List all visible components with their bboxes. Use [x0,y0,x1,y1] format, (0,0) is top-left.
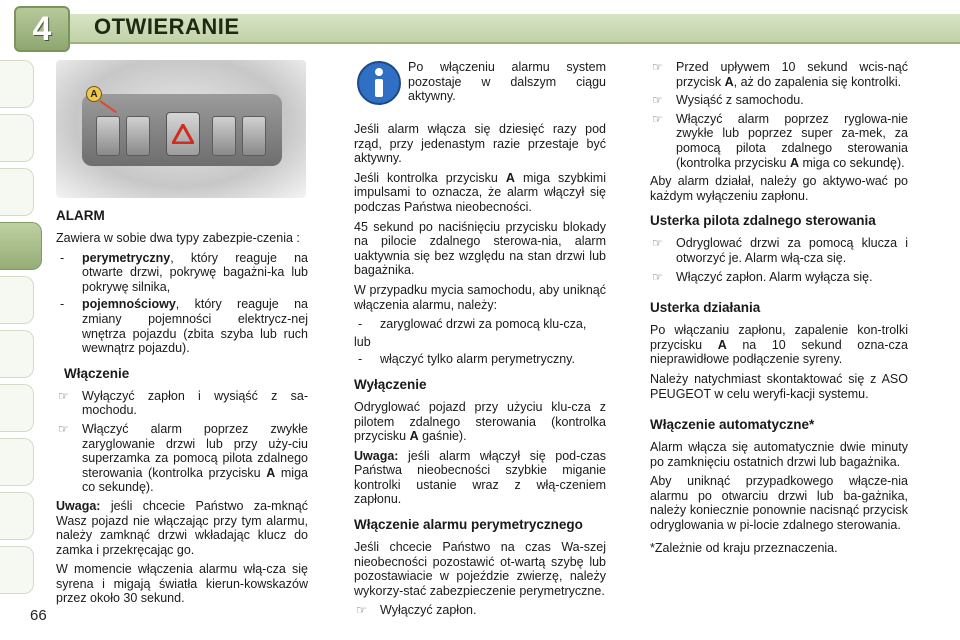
list-item: - zaryglować drzwi za pomocą klu-cza, [358,317,587,332]
list-item: ☞ Wyłączyć zapłon i wysiąść z sa-mochodu. [58,388,308,418]
alarm-type-item: - perymetryczny, który reaguje na otwarte drzwi, pokrywę bagażni-ka lub pokrywę silnika, [60,250,308,294]
info-icon [356,60,402,106]
page-number: 66 [30,607,47,624]
paragraph: Alarm włącza się automatycznie dwie minuty po zamknięciu ostatnich drzwi lub bagażnika. [650,440,908,469]
list-item: ☞ Odryglować drzwi za pomocą klucza i otworzyć je. Alarm włą-cza się. [652,236,908,265]
side-tab [0,276,34,324]
paragraph: Należy natychmiast skontaktować się z ASO PEUGEOT w celu weryfi-kacji systemu. [650,371,908,401]
list-item: ☞ Włączyć zapłon. Alarm wyłącza się. [652,269,873,284]
alarm-type-item: - pojemnościowy, który reaguje na zmiany pojemności elektrycz-nej wnętrza pojazdu (zbita szyba lub ruch wewnątrz pojazdu). [60,297,308,356]
chapter-tab [14,6,70,52]
paragraph: Jeśli kontrolka przycisku A miga szybkimi impulsami to oznacza, że alarm włączył się podczas Państwa nieobecności. [354,170,606,214]
side-tab [0,330,34,378]
column-1 [56,60,308,611]
callout-a-marker: A [86,86,102,102]
remote-fault-heading: Usterka pilota zdalnego sterowania [650,213,876,229]
pointing-hand-icon: ☞ [652,269,663,284]
pointing-hand-icon: ☞ [652,60,663,74]
pointing-hand-icon: ☞ [652,93,663,108]
list-item: ☞ Przed upływem 10 sekund wcis-nąć przycisk A, aż do zapalenia się kontrolki. [652,60,908,89]
list-item: ☞ Włączyć alarm poprzez ryglowa-nie zwykłe lub poprzez super za-mek, za pomocą pilota zdalnego sterowania (kontrolka przycisku A miga co sekundę). [652,111,908,170]
uwaga-note: Uwaga: jeśli alarm włączył się pod-czas Państwa nieobecności szybkie miganie kontrolki ustanie wraz z włą-czeniem zapłonu. [354,448,606,507]
console-button [242,116,266,156]
side-tab [0,438,34,486]
paragraph: W przypadku mycia samochodu, aby uniknąć włączenia alarmu, należy: [354,282,606,312]
paragraph: 45 sekund po naciśnięciu przycisku blokady na pilocie zdalnego sterowa-nia, alarm uaktywnia się bez względu na stan drzwi lub bagażnika. [354,219,606,278]
malfunction-heading: Usterka działania [650,300,761,316]
chapter-number: 4 [32,9,52,48]
side-tab [0,114,34,162]
wlaczenie-heading: Włączenie [64,365,130,381]
side-tab [0,60,34,108]
list-item: ☞ Wysiąść z samochodu. [652,93,804,108]
dashboard-console [82,94,282,166]
paragraph: Po włączaniu zapłonu, zapalenie kon-trolki przycisku A na 10 sekund ozna-cza nieprawidłowe podłączenie syreny. [650,323,908,367]
wylaczenie-heading: Wyłączenie [354,376,427,392]
column-3 [650,60,908,560]
paragraph: Jeśli alarm włącza się dziesięć razy pod rząd, przy jedenastym razie przestaje być aktywny. [354,122,606,166]
alarm-type-term: perymetryczny [82,250,171,265]
list-item: - włączyć tylko alarm perymetryczny. [358,352,575,367]
side-tab-active [0,222,42,270]
perimeter-heading: Włączenie alarmu perymetrycznego [354,517,583,533]
page-header [0,0,960,52]
pointing-hand-icon: ☞ [652,111,663,126]
lub-label: lub [354,334,371,349]
side-tab [0,546,34,594]
info-text: Po włączeniu alarmu system pozostaje w dalszym ciągu aktywny. [408,60,606,104]
footnote: *Zależnie od kraju przeznaczenia. [650,540,838,555]
pointing-hand-icon: ☞ [58,421,69,436]
paragraph: Aby uniknąć przypadkowego włącze-nia alarmu po otwarciu drzwi lub ba-gażnika, należy koniecznie ponownie nacisnąć przycisk odryglowania w pi-locie zdalnego sterowania. [650,474,908,533]
pointing-hand-icon: ☞ [58,388,69,403]
alarm-intro: Zawiera w sobie dwa typy zabezpie-czenia : [56,231,300,245]
alarm-button-photo [56,60,306,198]
alarm-heading: ALARM [56,208,105,223]
info-box [354,60,606,114]
column-2 [354,60,606,622]
auto-heading: Włączenie automatyczne* [650,417,815,433]
side-tab-strip [0,60,46,600]
side-tab [0,384,34,432]
paragraph: Aby alarm działał, należy go aktywo-wać po każdym wyłączeniu zapłonu. [650,174,908,203]
uwaga-note: Uwaga: jeśli chcecie Państwo za-mknąć Wasz pojazd nie włączając przy tym alarmu, należy zamknąć drzwi wkładając klucz do zamka i przekręcając go. [56,498,308,557]
console-button [96,116,120,156]
alarm-type-term: pojemnościowy [82,297,176,312]
console-button [126,116,150,156]
paragraph: Jeśli chcecie Państwo na czas Wa-szej nieobecności pozostawić ot-wartą szybę lub pozostawiacie w pojeździe zwierzę, należy wykorzy-stać zabezpieczenie perymetryczne. [354,540,606,598]
chapter-title: OTWIERANIE [94,14,240,39]
side-tab [0,168,34,216]
hazard-triangle-icon [172,124,194,144]
siren-note: W momencie włączenia alarmu włą-cza się syrena i migają światła kierun-kowskazów przez około 30 sekund. [56,562,308,606]
paragraph: Odryglować pojazd przy użyciu klu-cza z pilotem zdalnego sterowania (kontrolka przycisku A gaśnie). [354,399,606,444]
console-button [212,116,236,156]
list-item: ☞ Wyłączyć zapłon. [356,603,477,618]
hazard-button [166,112,200,156]
side-tab [0,492,34,540]
list-item: ☞ Włączyć alarm poprzez zwykłe zaryglowanie drzwi lub przy uży-ciu superzamka za pomocą pilota zdalnego sterowania (kontrolka przycisku A miga co sekundę). [58,421,308,495]
pointing-hand-icon: ☞ [356,603,367,618]
pointing-hand-icon: ☞ [652,236,663,251]
